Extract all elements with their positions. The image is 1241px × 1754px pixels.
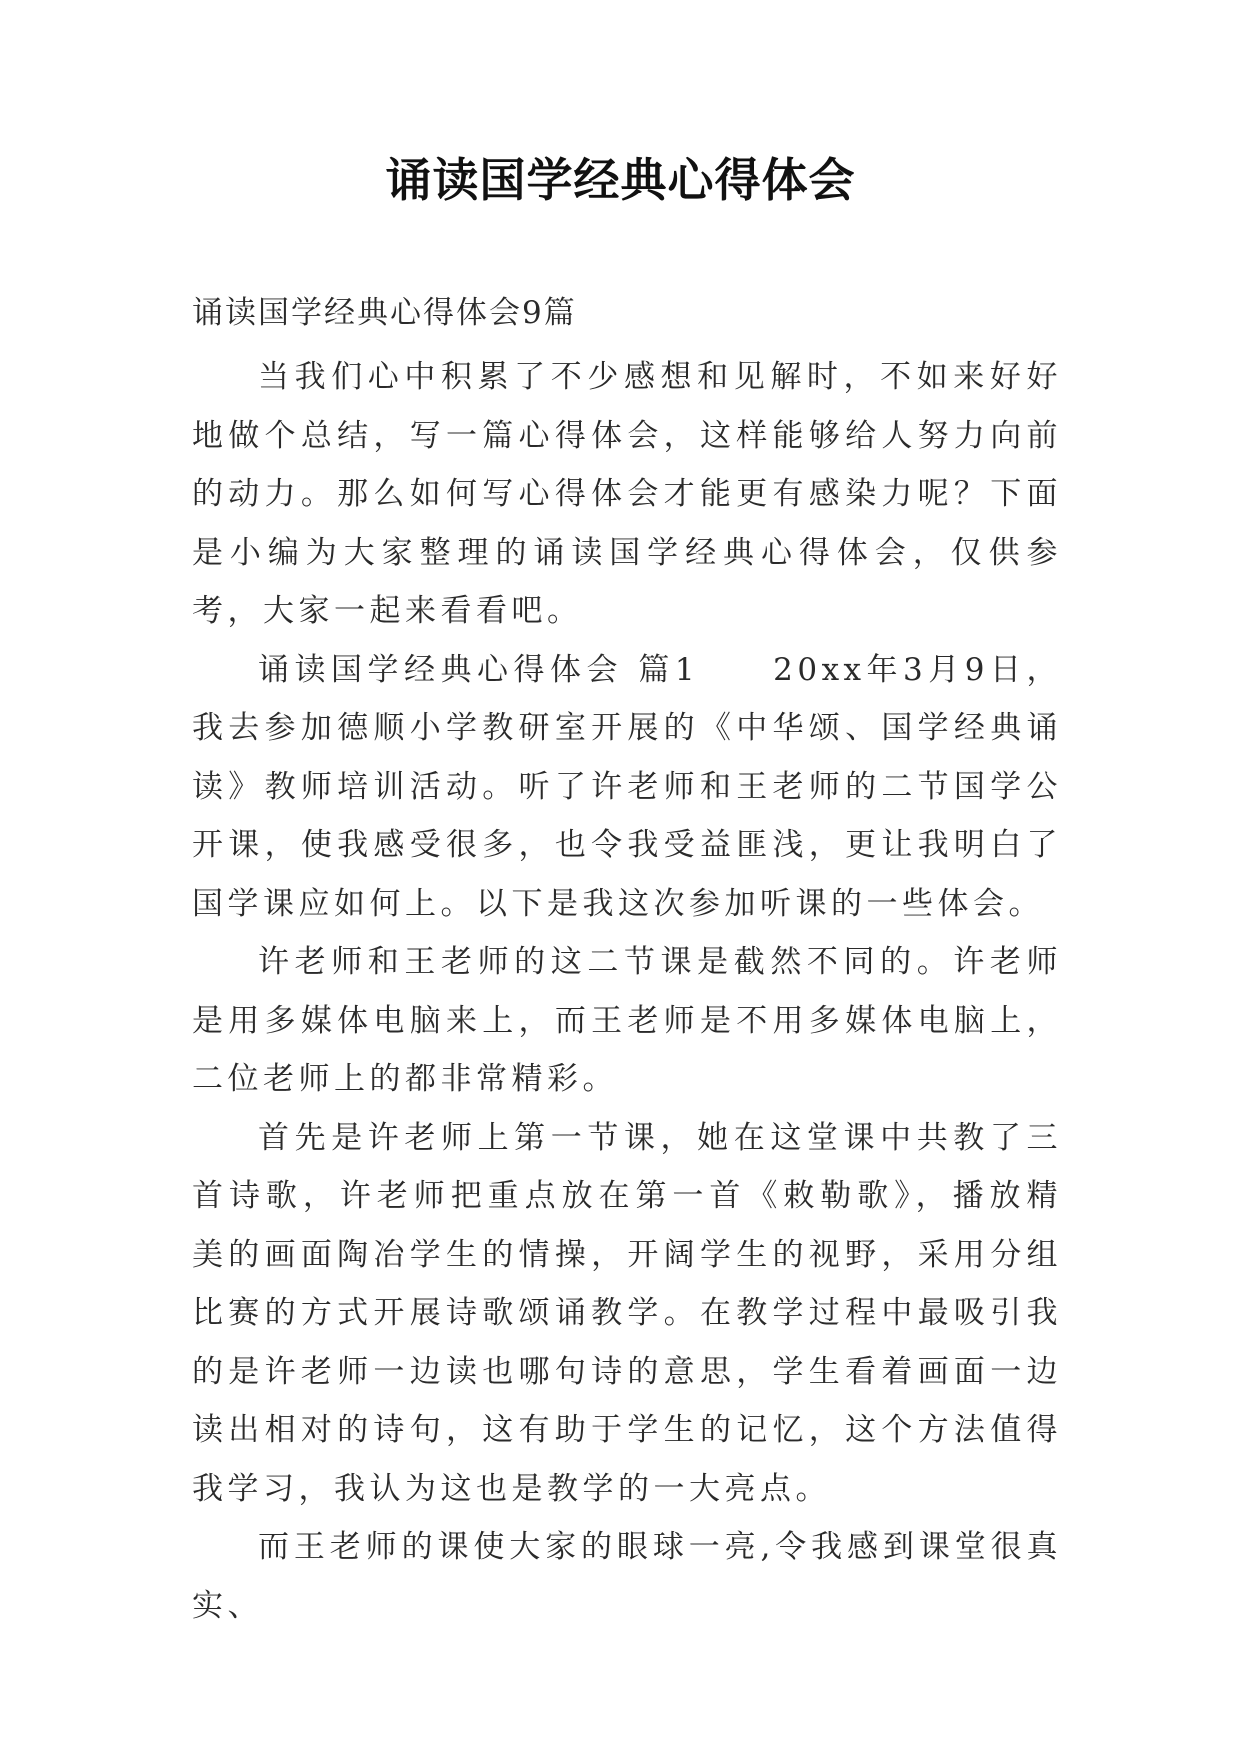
document-subtitle: 诵读国学经典心得体会9篇 xyxy=(192,295,577,331)
paragraph-first-lesson: 首先是许老师上第一节课，她在这堂课中共教了三首诗歌，许老师把重点放在第一首《敕勒歌》，播放精美的画面陶冶学生的情操，开阔学生的视野，采用分组比赛的方式开展诗歌颂诵教学。在教学过程中最吸引我的是许老师一边读也哪句诗的意思，学生看着画面一边读出相对的诗句，这有助于学生的记忆，这个方法值得我学习，我认为这也是教学的一大亮点。 xyxy=(192,1119,1062,1507)
paragraph-part-1: 诵读国学经典心得体会 篇1 20xx年3月9日，我去参加德顺小学教研室开展的《中华颂、国学经典诵读》教师培训活动。听了许老师和王老师的二节国学公开课，使我感受很多，也令我受益匪浅，更让我明白了国学课应如何上。以下是我这次参加听课的一些体会。 xyxy=(192,651,1062,922)
document-body xyxy=(192,284,1062,1635)
document-title: 诵读国学经典心得体会 xyxy=(385,153,856,207)
paragraph-comparison: 许老师和王老师的这二节课是截然不同的。许老师是用多媒体电脑来上，而王老师是不用多媒体电脑上，二位老师上的都非常精彩。 xyxy=(192,944,1062,1097)
paragraph-second-lesson: 而王老师的课使大家的眼球一亮,令我感到课堂很真实、 xyxy=(192,1529,1062,1624)
paragraph-intro: 当我们心中积累了不少感想和见解时，不如来好好地做个总结，写一篇心得体会，这样能够给人努力向前的动力。那么如何写心得体会才能更有感染力呢？下面是小编为大家整理的诵读国学经典心得体会，仅供参考，大家一起来看看吧。 xyxy=(192,359,1062,629)
